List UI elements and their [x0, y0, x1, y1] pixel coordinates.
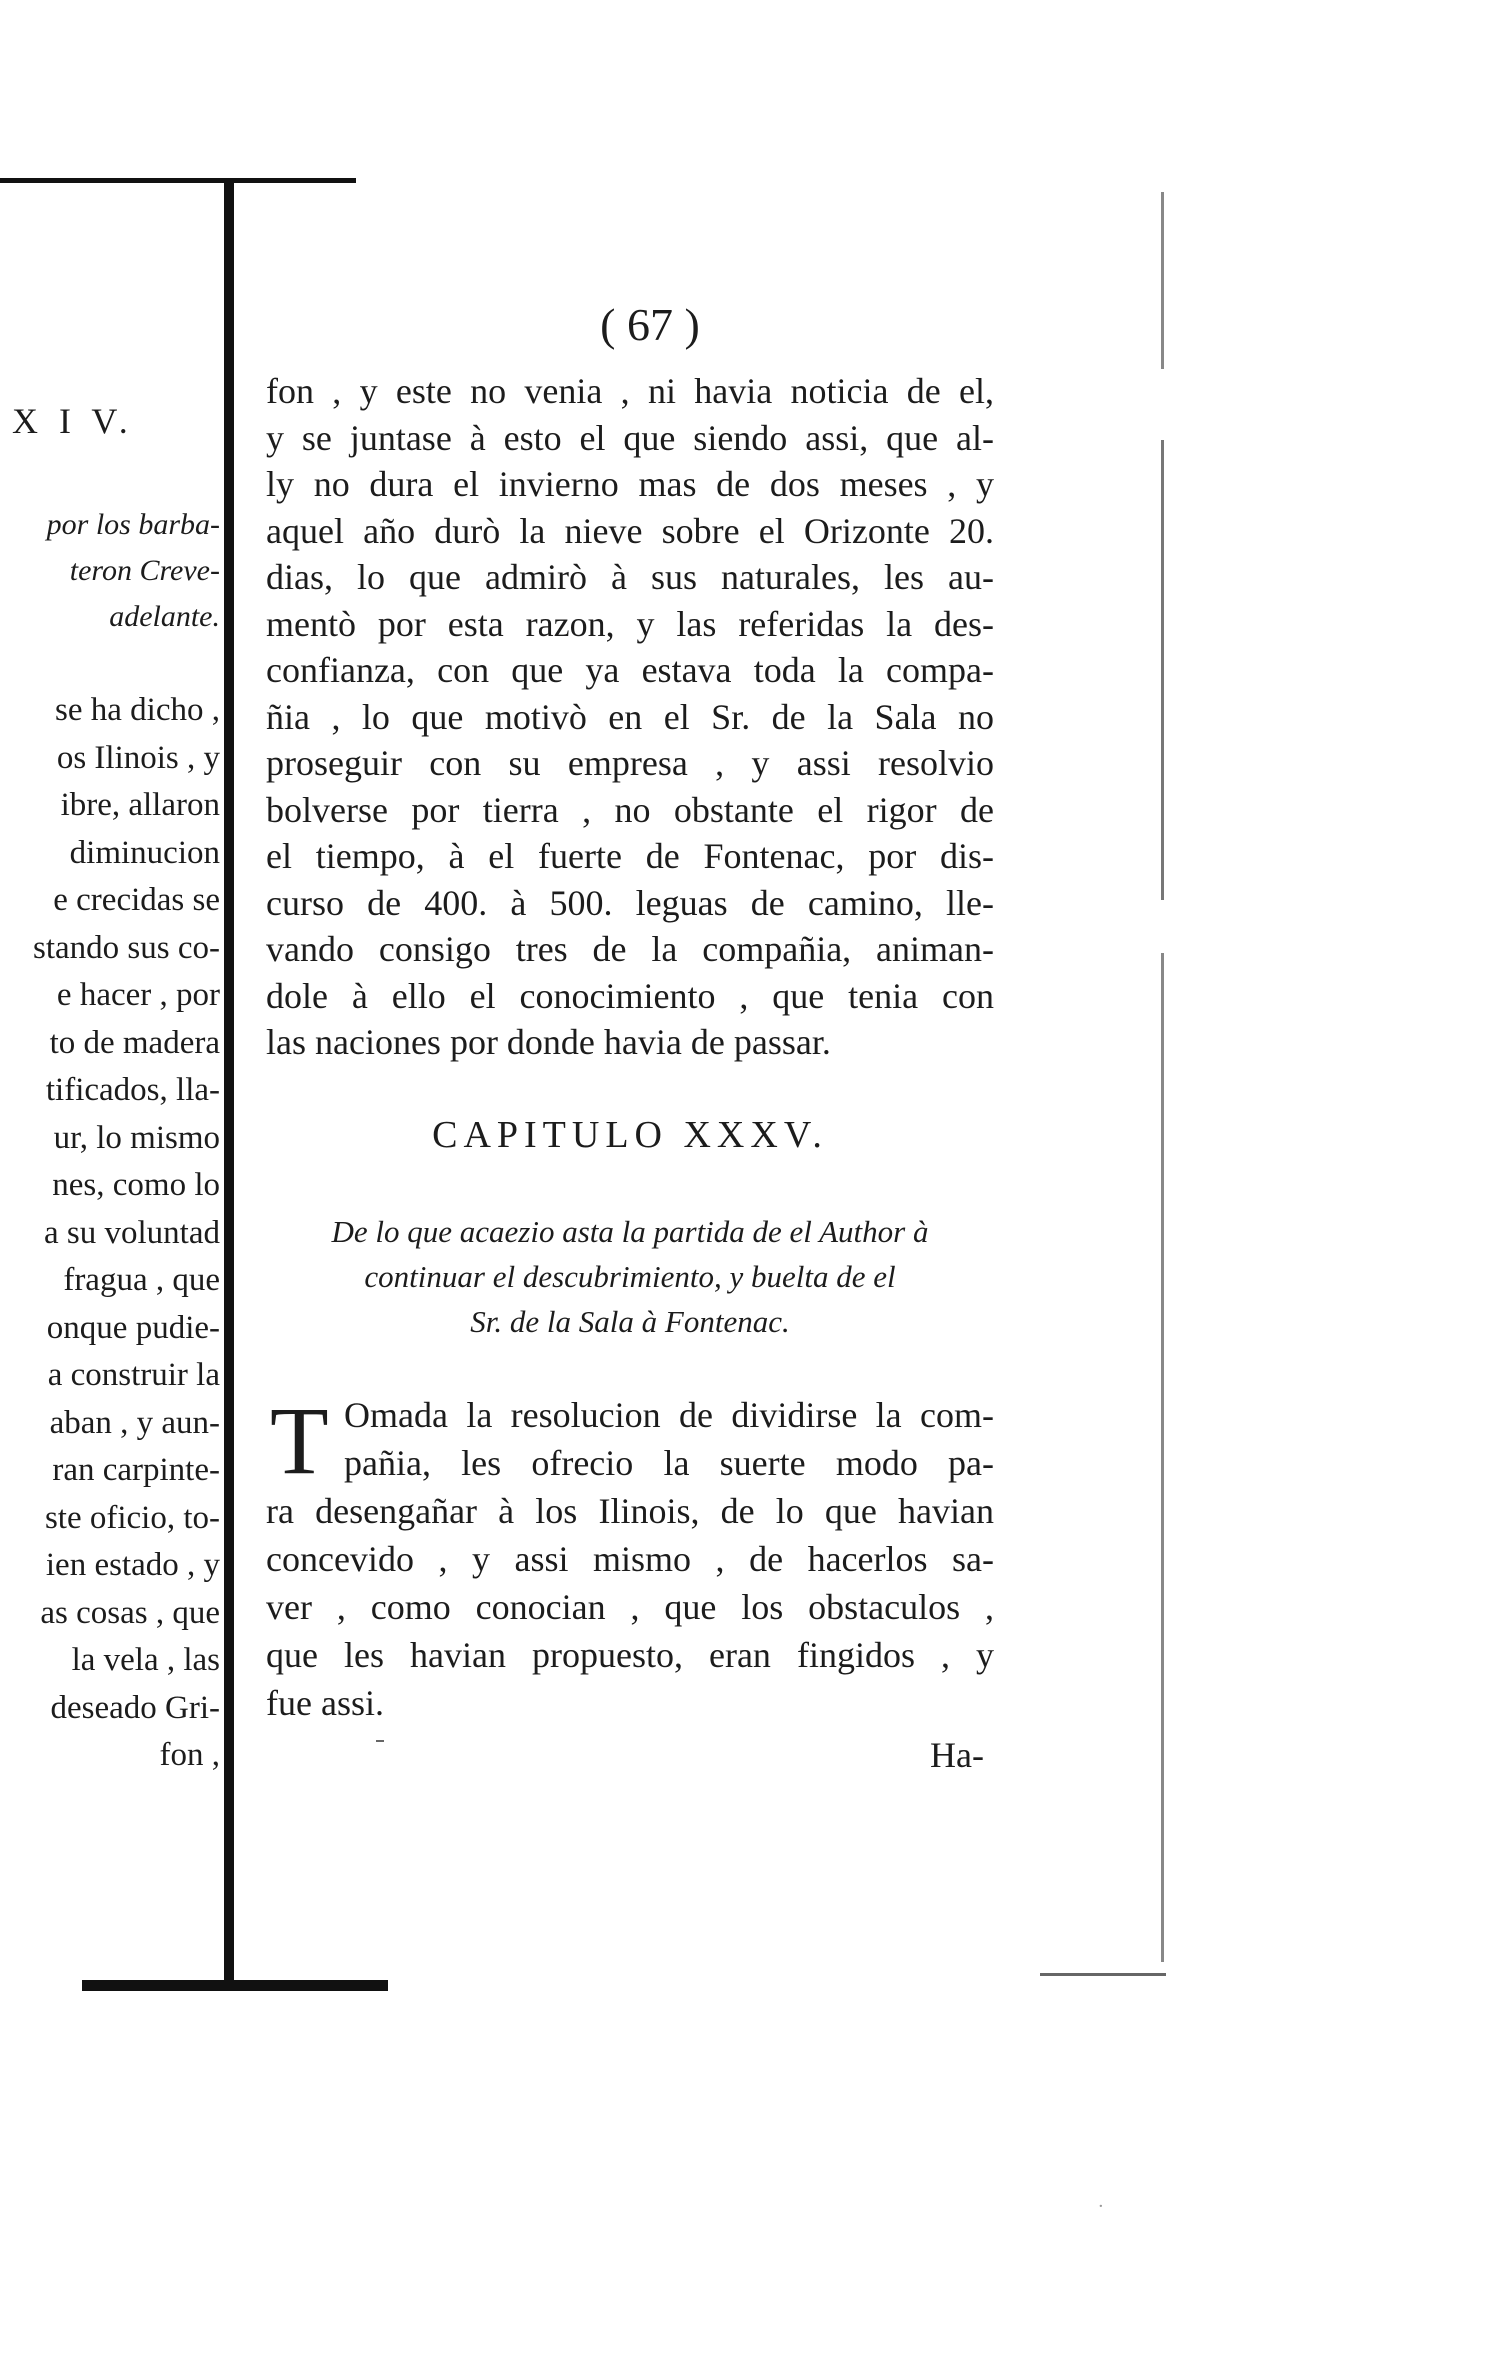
- left-page-body-line: a su voluntad: [44, 1214, 220, 1251]
- body-line: ñia , lo que motivò en el Sr. de la Sala no: [266, 696, 994, 737]
- left-page-body-line: ste oficio, to-: [44, 1499, 220, 1536]
- left-page-body-line: ur, lo mismo: [53, 1119, 220, 1156]
- left-page-body-line: fon ,: [159, 1737, 220, 1773]
- chapter-body-line: pañia, les ofrecio la suerte modo pa-: [344, 1443, 994, 1483]
- left-page-body-line: fragua , que: [63, 1262, 220, 1298]
- left-page-body-line: os Ilinois , y: [56, 739, 220, 776]
- left-page-body-line: ibre, allaron: [60, 787, 220, 823]
- chapter-body-line: concevido , y assi mismo , de hacerlos sa-: [266, 1539, 994, 1579]
- chapter-body-line: que les havian propuesto, eran fingidos , y: [266, 1635, 994, 1675]
- body-line: bolverse por tierra , no obstante el rigor de: [266, 789, 994, 830]
- page-number: ( 67 ): [600, 299, 700, 350]
- left-page-body-line: la vela , las: [71, 1642, 220, 1678]
- paper-speck: ·: [1098, 2196, 1104, 2217]
- chapter-body-line: ver , como conocian , que los obstaculos ,: [266, 1587, 994, 1627]
- body-line: aquel año durò la nieve sobre el Orizonte 20.: [266, 510, 994, 551]
- left-page-body-line: aban , y aun-: [49, 1404, 220, 1441]
- chapter-body-line: fue assi.: [266, 1683, 384, 1723]
- left-page-summary-line: adelante.: [109, 600, 220, 633]
- gutter-rule-bottom: [82, 1980, 388, 1991]
- left-page-body-line: nes, como lo: [52, 1167, 220, 1203]
- left-page-body-line: e crecidas se: [53, 882, 220, 918]
- page-edge-right: [1161, 192, 1164, 1962]
- left-page-body-line: as cosas , que: [40, 1594, 220, 1631]
- left-page-body-line: stando sus co-: [33, 929, 220, 966]
- gutter-rule-vertical: [224, 180, 234, 1986]
- left-page-body-line: a construir la: [47, 1357, 220, 1393]
- body-line: confianza, con que ya estava toda la compa-: [266, 650, 994, 690]
- left-page-body-line: onque pudie-: [46, 1309, 220, 1346]
- body-line: ly no dura el invierno mas de dos meses , y: [266, 464, 994, 504]
- body-line: curso de 400. à 500. leguas de camino, lle-: [266, 882, 994, 923]
- ink-mark: [376, 1740, 384, 1742]
- body-line: dole à ello el conocimiento , que tenia con: [266, 975, 994, 1016]
- left-page-body-line: deseado Gri-: [50, 1689, 220, 1726]
- body-line: dias, lo que admirò à sus naturales, les au-: [266, 557, 994, 597]
- body-line: mentò por esta razon, y las referidas la des-: [266, 603, 994, 644]
- drop-cap: T: [270, 1387, 329, 1494]
- left-page-body-line: ran carpinte-: [52, 1452, 220, 1488]
- chapter-heading: CAPITULO XXXV.: [432, 1114, 828, 1156]
- body-line: fon , y este no venia , ni havia noticia de el,: [266, 371, 994, 411]
- left-page-body-line: ien estado , y: [45, 1547, 220, 1583]
- chapter-body-line: ra desengañar à los Ilinois, de lo que havian: [266, 1491, 994, 1531]
- left-page-body-line: tificados, lla-: [45, 1072, 220, 1108]
- chapter-summary-line: continuar el descubrimiento, y buelta de el: [364, 1259, 896, 1294]
- body-line: vando consigo tres de la compañia, animan-: [266, 929, 994, 969]
- left-page-body-line: se ha dicho ,: [55, 692, 220, 728]
- body-line: el tiempo, à el fuerte de Fontenac, por dis-: [266, 836, 994, 876]
- left-page-summary-line: por los barba-: [46, 508, 220, 541]
- left-page-body-line: to de madera: [49, 1024, 220, 1061]
- catchword: Ha-: [930, 1735, 984, 1775]
- chapter-body-line: Omada la resolucion de dividirse la com-: [344, 1395, 994, 1435]
- body-line: y se juntase à esto el que siendo assi, que al-: [266, 417, 994, 458]
- left-page-body-line: e hacer , por: [56, 977, 220, 1013]
- left-page-summary-line: teron Creve-: [69, 554, 220, 587]
- left-page-body-line: diminucion: [69, 834, 220, 871]
- body-line: las naciones por donde havia de passar.: [266, 1022, 831, 1062]
- chapter-summary-line: De lo que acaezio asta la partida de el Author à: [331, 1214, 929, 1249]
- page-edge-bottom: [1040, 1973, 1166, 1976]
- body-line: proseguir con su empresa , y assi resolvio: [266, 743, 994, 783]
- left-page-title-fragment: X I V.: [12, 401, 134, 441]
- gutter-rule-top: [0, 178, 356, 183]
- chapter-summary-line: Sr. de la Sala à Fontenac.: [470, 1304, 790, 1339]
